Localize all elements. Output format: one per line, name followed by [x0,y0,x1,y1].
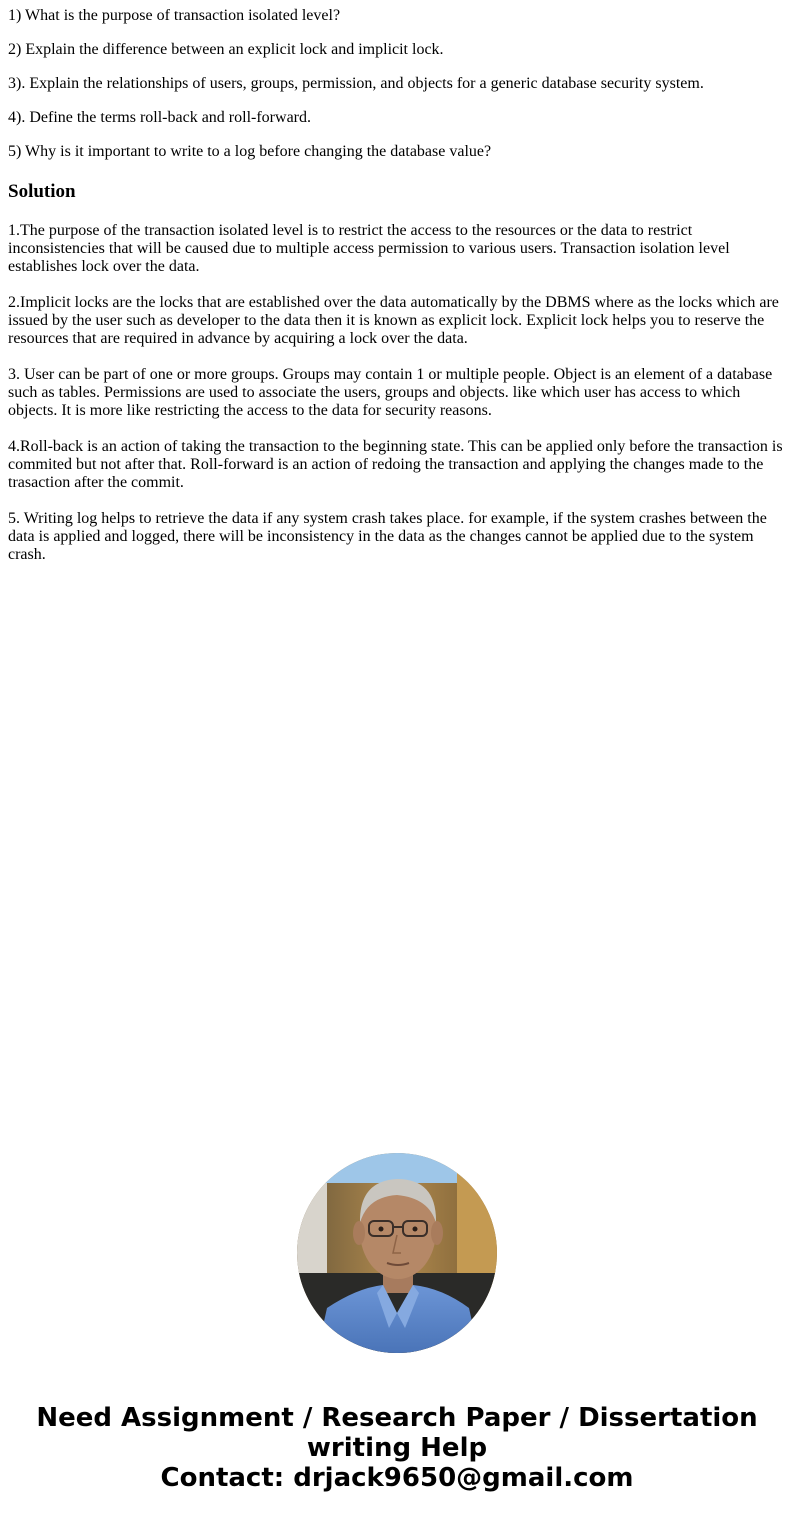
avatar [297,1153,497,1353]
answer-2: 2.Implicit locks are the locks that are established over the data automatically by the DBMS where as the locks which are issued by the user such as developer to the data then it is known as explicit lock. Explicit lock helps you to reserve the resources that are required in advance by acquiring a lock over the data. [8,294,779,347]
answer-1: 1.The purpose of the transaction isolated level is to restrict the access to the resources or the data to restrict inconsistencies that will be caused due to multiple access permission to various users. Transaction isolation level establishes lock over the data. [8,222,730,275]
question-1: 1) What is the purpose of transaction isolated level? [8,7,341,24]
answer-4: 4.Roll-back is an action of taking the transaction to the beginning state. This can be applied only before the transaction is commited but not after that. Roll-forward is an action of redoing the transaction and applying the changes made to the trasaction after the commit. [8,438,783,491]
question-2: 2) Explain the difference between an explicit lock and implicit lock. [8,41,444,58]
question-5: 5) Why is it important to write to a log before changing the database value? [8,143,492,160]
promo-line-2: writing Help [306,1433,488,1463]
answer-3: 3. User can be part of one or more groups. Groups may contain 1 or multiple people. Object is an element of a database such as tables. Permissions are used to associate the users, groups and objects. like which user has access to which objects. It is more like restricting the access to the data for security reasons. [8,366,773,419]
answer-5: 5. Writing log helps to retrieve the data if any system crash takes place. for example, if the system crashes between the data is applied and logged, there will be inconsistency in the data as the changes cannot be applied due to the system crash. [8,510,767,563]
solution-heading: Solution [8,181,76,202]
promo-banner [0,1403,794,1493]
question-4: 4). Define the terms roll-back and roll-forward. [8,109,311,126]
avatar-portrait-icon [297,1153,497,1353]
promo-contact: Contact: drjack9650@gmail.com [160,1463,634,1493]
promo-line-1: Need Assignment / Research Paper / Dissertation [36,1403,758,1433]
question-3: 3). Explain the relationships of users, groups, permission, and objects for a generic database security system. [8,75,704,92]
document-body [8,0,786,582]
